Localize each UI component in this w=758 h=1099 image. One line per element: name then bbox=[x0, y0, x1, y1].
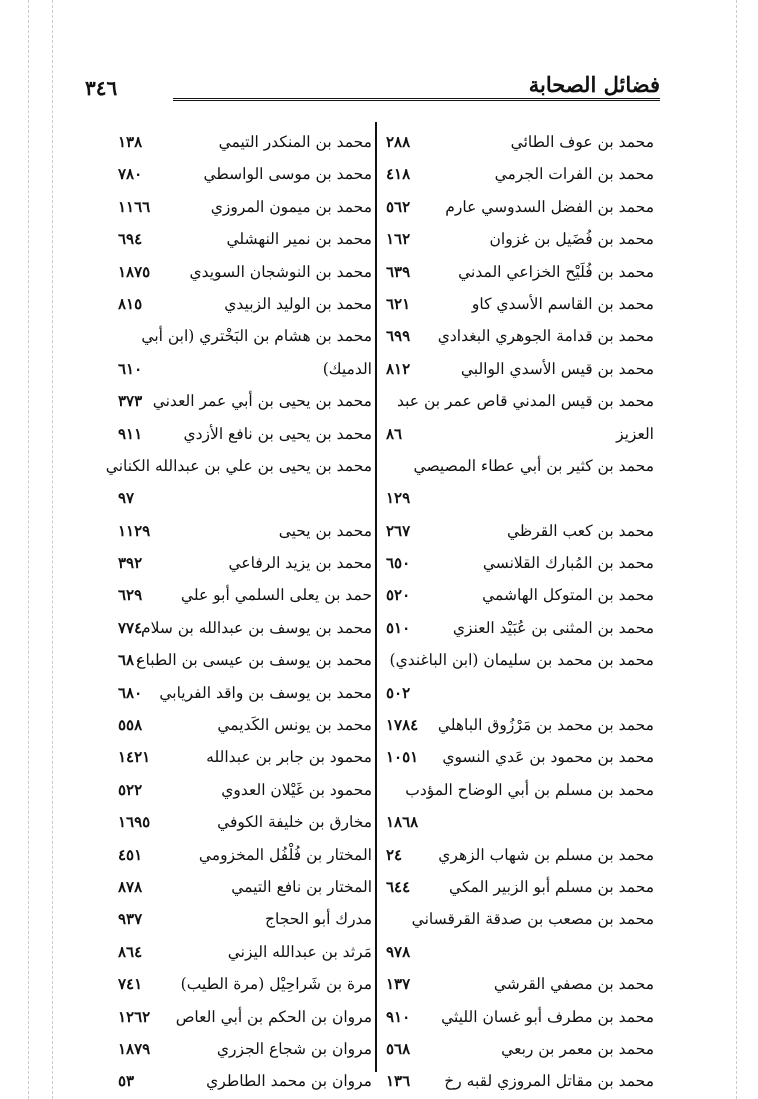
index-entry bbox=[100, 256, 372, 288]
index-entry bbox=[368, 288, 654, 320]
index-entry bbox=[100, 288, 372, 320]
entry-name: محمد بن مصفي القرشي bbox=[493, 975, 654, 994]
index-entry bbox=[100, 741, 372, 773]
index-entry bbox=[368, 126, 654, 158]
entry-number: ١٢٩ bbox=[386, 489, 411, 508]
index-entry bbox=[368, 839, 654, 871]
entry-name: محمد بن موسى الواسطي bbox=[203, 165, 372, 184]
index-entry bbox=[368, 579, 654, 611]
entry-name: محمد بن كعب القرظي bbox=[506, 521, 654, 540]
entry-name: محمد بن الفضل السدوسي عارم bbox=[445, 197, 654, 216]
entry-number: ١٠٥١ bbox=[386, 748, 419, 767]
index-entry bbox=[368, 320, 654, 352]
index-entry bbox=[100, 677, 372, 709]
entry-name: مَرثد بن عبدالله اليزني bbox=[227, 942, 372, 961]
index-entry bbox=[368, 482, 654, 514]
entry-number: ١٧٨٤ bbox=[386, 716, 419, 735]
index-entry bbox=[100, 903, 372, 935]
entry-name: مروان بن شجاع الجزري bbox=[216, 1039, 372, 1058]
index-entry bbox=[368, 1033, 654, 1065]
index-entry bbox=[368, 385, 654, 417]
entry-name: محمد بن يحيى bbox=[278, 521, 372, 540]
index-entry bbox=[100, 1033, 372, 1065]
index-entry bbox=[368, 223, 654, 255]
entry-number: ٨١٥ bbox=[118, 294, 143, 313]
entry-number: ٦٢١ bbox=[386, 294, 411, 313]
entry-name: محمد بن مسلم أبو الزبير المكي bbox=[449, 877, 654, 896]
entry-name: محمد بن فُضَيل بن غزوان bbox=[489, 230, 654, 249]
index-entry bbox=[368, 353, 654, 385]
entry-number: ١٨٧٩ bbox=[118, 1039, 151, 1058]
entry-number: ٦٢٩ bbox=[118, 586, 143, 605]
index-entry bbox=[100, 320, 372, 352]
entry-number: ٥٣ bbox=[118, 1072, 135, 1091]
entry-name: محمد بن محمود بن عَدي النسوي bbox=[442, 748, 654, 767]
index-entry bbox=[368, 191, 654, 223]
index-entry bbox=[100, 450, 372, 482]
index-entry bbox=[100, 644, 372, 676]
entry-name: محمد بن النوشجان السويدي bbox=[189, 262, 372, 281]
entry-number: ٩١١ bbox=[118, 424, 143, 443]
entry-number: ٦٩٤ bbox=[118, 230, 143, 249]
index-entry bbox=[368, 806, 654, 838]
index-entry bbox=[100, 385, 372, 417]
entry-name: محمد بن يحيى بن أبي عمر العدني bbox=[152, 392, 372, 411]
entry-number: ٤٥١ bbox=[118, 845, 143, 864]
left-column bbox=[100, 126, 372, 1098]
entry-number: ٦١٠ bbox=[118, 359, 143, 378]
index-entry bbox=[100, 839, 372, 871]
margin-dots-left-inner bbox=[52, 0, 53, 1099]
entry-number: ١١٦٦ bbox=[118, 197, 151, 216]
index-entry bbox=[100, 158, 372, 190]
entry-name: محمود بن جابر بن عبدالله bbox=[206, 748, 372, 767]
entry-name: محمد بن فُلَيْح الخزاعي المدني bbox=[458, 262, 654, 281]
entry-number: ١٣٨ bbox=[118, 133, 143, 151]
entry-number: ٣٧٣ bbox=[118, 392, 143, 411]
entry-number: ٨٦٤ bbox=[118, 942, 143, 961]
entry-number: ٥٥٨ bbox=[118, 716, 143, 735]
index-entry bbox=[368, 612, 654, 644]
page-header bbox=[85, 64, 660, 104]
index-entry bbox=[100, 579, 372, 611]
entry-name: محمد بن يونس الكَديمي bbox=[217, 716, 372, 735]
entry-number: ٢٨٨ bbox=[386, 133, 411, 151]
entry-number: ٨١٢ bbox=[386, 359, 411, 378]
entry-name: محمود بن غَيْلان العدوي bbox=[221, 780, 372, 799]
index-entry bbox=[368, 256, 654, 288]
index-entry bbox=[100, 191, 372, 223]
entry-number: ١٦٢ bbox=[386, 230, 411, 249]
index-entry bbox=[368, 871, 654, 903]
entry-number: ١٨٦٨ bbox=[386, 813, 419, 832]
index-entry bbox=[100, 418, 372, 450]
entry-number: ١٢٦٢ bbox=[118, 1007, 151, 1026]
entry-number: ١١٢٩ bbox=[118, 521, 151, 540]
index-entry bbox=[368, 774, 654, 806]
entry-name: مروان بن الحكم بن أبي العاص bbox=[175, 1007, 372, 1026]
right-column bbox=[368, 126, 654, 1098]
entry-number: ٧٤١ bbox=[118, 975, 143, 994]
index-entry bbox=[100, 547, 372, 579]
index-entry bbox=[100, 871, 372, 903]
entry-name: مخارق بن خليفة الكوفي bbox=[217, 813, 372, 832]
entry-name: محمد بن المنكدر التيمي bbox=[218, 133, 372, 151]
entry-name: محمد بن نمير النهشلي bbox=[226, 230, 372, 249]
index-entry bbox=[368, 644, 654, 676]
entry-number: ١٨٧٥ bbox=[118, 262, 151, 281]
index-entry bbox=[100, 353, 372, 385]
entry-number: ٩١٠ bbox=[386, 1007, 411, 1026]
entry-name: المختار بن فُلْفُل المخزومي bbox=[198, 845, 372, 864]
entry-number: ٦٩٩ bbox=[386, 327, 411, 346]
index-entry bbox=[100, 806, 372, 838]
entry-name: العزيز bbox=[616, 424, 654, 443]
entry-number: ٣٩٢ bbox=[118, 554, 143, 573]
entry-name: محمد بن يوسف بن عيسى بن الطباع bbox=[136, 651, 372, 670]
entry-number: ١٣٦ bbox=[386, 1072, 411, 1091]
entry-number: ٨٦ bbox=[386, 424, 403, 443]
index-entry bbox=[368, 741, 654, 773]
index-entry bbox=[368, 158, 654, 190]
entry-name: الدميك) bbox=[322, 359, 372, 378]
header-rule bbox=[173, 98, 660, 101]
entry-number: ٦٤٤ bbox=[386, 877, 411, 896]
entry-name: محمد بن مسلم بن أبي الوضاح المؤدب bbox=[405, 780, 654, 799]
entry-name: محمد بن مقاتل المروزي لقبه رخ bbox=[444, 1072, 654, 1091]
entry-number: ٥٢٢ bbox=[118, 780, 143, 799]
entry-name: مرة بن شَراحِيْل (مرة الطيب) bbox=[180, 975, 372, 994]
entry-number: ٤١٨ bbox=[386, 165, 411, 184]
entry-name: محمد بن محمد بن مَرْزُوق الباهلي bbox=[437, 716, 654, 735]
index-entry bbox=[100, 774, 372, 806]
index-entry bbox=[100, 482, 372, 514]
entry-number: ١٤٢١ bbox=[118, 748, 151, 767]
index-entry bbox=[368, 1001, 654, 1033]
index-entry bbox=[368, 677, 654, 709]
entry-number: ٧٧٤ bbox=[118, 618, 143, 637]
index-entry bbox=[100, 709, 372, 741]
entry-number: ٢٤ bbox=[386, 845, 403, 864]
entry-name: محمد بن يحيى بن علي بن عبدالله الكناني bbox=[105, 456, 372, 475]
entry-number: ٩٣٧ bbox=[118, 910, 143, 929]
index-entry bbox=[368, 709, 654, 741]
entry-name: محمد بن هشام بن البَخْتري (ابن أبي bbox=[141, 327, 372, 346]
index-entry bbox=[368, 418, 654, 450]
entry-number: ٥٢٠ bbox=[386, 586, 411, 605]
entry-name: محمد بن مصعب بن صدقة القرقساني bbox=[411, 910, 654, 929]
index-entry bbox=[368, 968, 654, 1000]
entry-name: محمد بن يحيى بن نافع الأزدي bbox=[183, 424, 372, 443]
entry-name: محمد بن قدامة الجوهري البغدادي bbox=[437, 327, 654, 346]
page-number: ٣٤٦ bbox=[85, 76, 118, 100]
index-entry bbox=[100, 1065, 372, 1097]
entry-name: المختار بن نافع التيمي bbox=[231, 877, 372, 896]
entry-name: محمد بن المتوكل الهاشمي bbox=[482, 586, 654, 605]
entry-name: مروان بن محمد الطاطري bbox=[206, 1072, 372, 1091]
entry-name: محمد بن يوسف بن واقد الفريابي bbox=[159, 683, 372, 702]
entry-name: محمد بن يوسف بن عبدالله بن سلام bbox=[140, 618, 372, 637]
entry-name: محمد بن قيس الأسدي الوالبي bbox=[460, 359, 654, 378]
index-entry bbox=[368, 450, 654, 482]
entry-name: محمد بن عوف الطائي bbox=[510, 133, 654, 151]
entry-number: ٨٧٨ bbox=[118, 877, 143, 896]
index-entry bbox=[100, 612, 372, 644]
index-entry bbox=[100, 223, 372, 255]
entry-name: محمد بن قيس المدني قاص عمر بن عبد bbox=[396, 392, 654, 411]
entry-number: ٥٠٢ bbox=[386, 683, 411, 702]
entry-number: ٩٧ bbox=[118, 489, 135, 508]
entry-name: محمد بن الفرات الجرمي bbox=[494, 165, 654, 184]
entry-number: ١٦٩٥ bbox=[118, 813, 151, 832]
index-entry bbox=[368, 515, 654, 547]
entry-name: محمد بن مطرف أبو غسان الليثي bbox=[441, 1007, 654, 1026]
entry-number: ١٣٧ bbox=[386, 975, 411, 994]
entry-name: محمد بن ميمون المروزي bbox=[210, 197, 372, 216]
index-entry bbox=[100, 936, 372, 968]
entry-number: ٦٥٠ bbox=[386, 554, 411, 573]
margin-dots-left bbox=[28, 0, 29, 1099]
margin-dots-right bbox=[736, 0, 737, 1099]
entry-number: ٦٨٠ bbox=[118, 651, 143, 670]
entry-name: محمد بن القاسم الأسدي كاو bbox=[471, 294, 654, 313]
index-entry bbox=[100, 126, 372, 158]
entry-name: محمد بن كثير بن أبي عطاء المصيصي bbox=[413, 456, 654, 475]
entry-number: ٢٦٧ bbox=[386, 521, 411, 540]
entry-number: ٥١٠ bbox=[386, 618, 411, 637]
entry-name: محمد بن يزيد الرفاعي bbox=[228, 554, 372, 573]
entry-number: ٥٦٨ bbox=[386, 1039, 411, 1058]
entry-name: مدرك أبو الحجاج bbox=[265, 910, 372, 929]
index-entry bbox=[100, 515, 372, 547]
index-entry bbox=[368, 936, 654, 968]
index-entry bbox=[100, 968, 372, 1000]
entry-number: ٦٣٩ bbox=[386, 262, 411, 281]
entry-name: محمد بن الوليد الزبيدي bbox=[224, 294, 372, 313]
entry-name: حمد بن يعلى السلمي أبو علي bbox=[180, 586, 372, 605]
index-entry bbox=[368, 547, 654, 579]
index-entry bbox=[368, 903, 654, 935]
book-title: فضائل الصحابة bbox=[528, 72, 660, 97]
entry-number: ٦٨٠ bbox=[118, 683, 143, 702]
entry-name: محمد بن مسلم بن شهاب الزهري bbox=[438, 845, 654, 864]
entry-number: ٩٧٨ bbox=[386, 942, 411, 961]
entry-number: ٥٦٢ bbox=[386, 197, 411, 216]
index-entry bbox=[100, 1001, 372, 1033]
index-entry bbox=[368, 1065, 654, 1097]
entry-name: محمد بن المُبارك القلانسي bbox=[482, 554, 654, 573]
entry-name: محمد بن محمد بن سليمان (ابن الباغندي) bbox=[389, 651, 654, 670]
entry-name: محمد بن المثنى بن عُبَيْد العنزي bbox=[452, 618, 654, 637]
entry-number: ٧٨٠ bbox=[118, 165, 143, 184]
entry-name: محمد بن معمر بن ربعي bbox=[501, 1039, 654, 1058]
